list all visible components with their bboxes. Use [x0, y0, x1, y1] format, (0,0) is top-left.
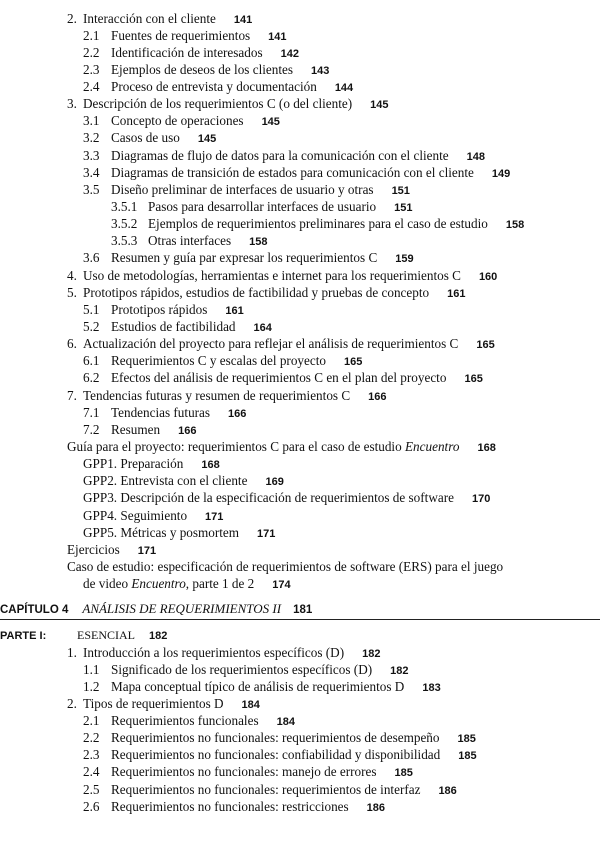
toc-entry [0, 455, 600, 472]
entry-text: de video [83, 576, 132, 592]
entry-page-number: 161 [225, 304, 244, 317]
entry-text: Diagramas de transición de estados para comunicación con el cliente [111, 164, 474, 180]
entry-page-number: 171 [205, 510, 224, 523]
toc-entry [0, 661, 600, 678]
toc-entry [0, 507, 600, 524]
entry-number: 2. [67, 695, 77, 711]
toc-entry [0, 27, 600, 44]
entry-page-number: 166 [228, 407, 247, 420]
entry-text: Concepto de operaciones [111, 113, 244, 129]
part-heading [0, 628, 600, 645]
entry-page-number: 145 [370, 99, 389, 112]
toc-entry [0, 695, 600, 712]
entry-text: Resumen [111, 421, 161, 437]
entry-text: Requerimientos C y escalas del proyecto [111, 353, 326, 369]
entry-number: 3.2 [83, 130, 100, 146]
entry-text: Requerimientos no funcionales: confiabilidad y disponibilidad [111, 747, 441, 763]
entry-text: Actualización del proyecto para reflejar el análisis de requerimientos C [83, 336, 459, 352]
entry-number: 3.5.2 [111, 216, 138, 232]
entry-page-number: 160 [478, 270, 498, 283]
entry-text: Requerimientos no funcionales: requerimientos de interfaz [111, 781, 421, 797]
entry-page-number: 170 [471, 493, 491, 506]
toc-section-chapter-3 [0, 10, 600, 593]
entry-page-number: 166 [368, 390, 387, 403]
entry-page-number: 165 [464, 373, 483, 386]
entry-number: 2.1 [83, 27, 100, 43]
entry-text: GPP2. Entrevista con el cliente [83, 473, 248, 489]
entry-number: 5.1 [83, 301, 100, 317]
entry-text: Identificación de interesados [111, 44, 263, 60]
entry-text: Ejemplos de deseos de los clientes [111, 61, 294, 77]
entry-number: 2.4 [83, 79, 100, 95]
toc-entry [0, 729, 600, 746]
entry-text: Uso de metodologías, herramientas e internet para los requerimientos C [83, 267, 461, 283]
entry-text: Prototipos rápidos [111, 301, 208, 317]
entry-text: GPP3. Descripción de la especificación de requerimientos de software [83, 490, 454, 506]
entry-text: Ejercicios [67, 541, 120, 557]
entry-title [83, 575, 291, 594]
entry-number: 3.6 [83, 250, 100, 266]
entry-number: 6.1 [83, 353, 100, 369]
entry-page-number: 165 [343, 356, 363, 369]
entry-text: GPP4. Seguimiento [83, 507, 188, 523]
toc-entry [0, 781, 600, 798]
entry-number: 1.2 [83, 678, 100, 694]
entry-text: Introducción a los requerimientos específicos (D) [83, 644, 345, 660]
entry-number: 7.2 [83, 421, 100, 437]
entry-page-number: 161 [447, 287, 466, 300]
entry-page-number: 185 [457, 733, 476, 746]
entry-page-number: 168 [477, 442, 496, 455]
entry-italic-text: Encuentro [131, 576, 186, 592]
toc-entry [0, 61, 600, 78]
toc-entry [0, 438, 600, 455]
entry-page-number: 148 [466, 150, 485, 163]
toc-entry [0, 746, 600, 763]
entry-page-number: 142 [280, 47, 299, 60]
toc-entry [0, 301, 600, 318]
toc-entry [0, 472, 600, 489]
entry-page-number: 158 [505, 219, 525, 232]
toc-entry [0, 489, 600, 506]
entry-page-number: 168 [201, 459, 220, 472]
toc-entry [0, 267, 600, 284]
entry-text: Guía para el proyecto: requerimientos C para el caso de estudio [67, 439, 405, 455]
toc-entry [0, 524, 600, 541]
entry-page-number: 184 [241, 698, 260, 711]
entry-number: 5.2 [83, 319, 100, 335]
entry-text: Requerimientos no funcionales: manejo de errores [111, 764, 377, 780]
entry-page-number: 151 [394, 202, 413, 215]
entry-text: Prototipos rápidos, estudios de factibilidad y pruebas de concepto [83, 284, 430, 300]
entry-text: Tipos de requerimientos D [83, 695, 224, 711]
toc-entry [0, 318, 600, 335]
entry-page-number: 145 [197, 133, 217, 146]
entry-number: 3.1 [83, 113, 100, 129]
entry-text: Requerimientos no funcionales: requerimientos de desempeño [111, 730, 440, 746]
entry-page-number: 144 [334, 82, 354, 95]
entry-number: 2.3 [83, 61, 100, 77]
toc-entry [0, 164, 600, 181]
entry-text: GPP1. Preparación [83, 456, 184, 472]
chapter-page-number: 181 [293, 604, 313, 616]
toc-entry [0, 10, 600, 27]
entry-text: Requerimientos no funcionales: restricciones [111, 798, 349, 814]
toc-entry [0, 369, 600, 386]
entry-number: 2.2 [83, 44, 100, 60]
entry-text: Caso de estudio: especificación de requerimientos de software (ERS) para el juego [67, 559, 504, 574]
entry-page-number: 182 [362, 647, 381, 660]
toc-entry [0, 763, 600, 780]
toc-entry [0, 78, 600, 95]
entry-page-number: 158 [249, 236, 268, 249]
entry-title [67, 558, 503, 575]
entry-page-number: 182 [390, 664, 409, 677]
entry-page-number: 159 [395, 253, 414, 266]
toc-entry [0, 335, 600, 352]
toc-entry [0, 249, 600, 266]
entry-text: Ejemplos de requerimientos preliminares para el caso de estudio [148, 216, 488, 232]
entry-page-number: 169 [265, 476, 284, 489]
entry-number: 3. [67, 96, 77, 112]
toc-entry [0, 284, 600, 301]
entry-page-number: 151 [391, 184, 410, 197]
toc-entry [0, 44, 600, 61]
toc-entry [0, 644, 600, 661]
entry-number: 3.3 [83, 147, 100, 163]
entry-number: 1.1 [83, 661, 100, 677]
entry-number: 7. [67, 387, 77, 403]
entry-text: Fuentes de requerimientos [111, 27, 251, 43]
entry-text: Estudios de factibilidad [111, 319, 236, 335]
toc-entry [0, 147, 600, 164]
toc-entry [0, 112, 600, 129]
toc-entry [0, 678, 600, 695]
entry-text: Requerimientos funcionales [111, 713, 259, 729]
entry-text: Mapa conceptual típico de análisis de requerimientos D [111, 678, 405, 694]
toc-section-chapter-4 [0, 644, 600, 815]
entry-title [111, 798, 385, 817]
entry-text-continued: , parte 1 de 2 [185, 576, 255, 592]
toc-entry [0, 232, 600, 249]
entry-text: Diagramas de flujo de datos para la comunicación con el cliente [111, 147, 449, 163]
entry-text: GPP5. Métricas y posmortem [83, 524, 240, 540]
entry-text: Diseño preliminar de interfaces de usuario y otras [111, 181, 374, 197]
entry-text: Descripción de los requerimientos C (o del cliente) [83, 96, 353, 112]
entry-number: 2.2 [83, 730, 100, 746]
entry-page-number: 164 [253, 322, 272, 335]
entry-page-number: 185 [394, 767, 413, 780]
entry-number: 6. [67, 336, 77, 352]
entry-page-number: 149 [491, 167, 511, 180]
entry-text: Resumen y guía par expresar los requerimientos C [111, 250, 378, 266]
entry-number: 6.2 [83, 370, 100, 386]
entry-number: 3.5 [83, 181, 100, 197]
entry-page-number: 171 [137, 544, 157, 557]
entry-italic-text: Encuentro [405, 439, 460, 455]
entry-number: 5. [67, 284, 77, 300]
toc-entry [0, 541, 600, 558]
entry-number: 2.6 [83, 798, 100, 814]
entry-text: Efectos del análisis de requerimientos C en el plan del proyecto [111, 370, 447, 386]
entry-number: 3.5.1 [111, 199, 138, 215]
toc-entry [0, 404, 600, 421]
chapter-title: ANÁLISIS DE REQUERIMIENTOS II [82, 601, 282, 616]
entry-text: Otras interfaces [148, 233, 232, 249]
toc-entry [0, 95, 600, 112]
entry-number: 2.4 [83, 764, 100, 780]
toc-entry [0, 198, 600, 215]
entry-number: 7.1 [83, 404, 100, 420]
entry-number: 4. [67, 267, 77, 283]
toc-entry [0, 181, 600, 198]
entry-number: 1. [67, 644, 77, 660]
entry-page-number: 186 [366, 801, 386, 814]
entry-number: 2. [67, 10, 77, 26]
entry-text: Pasos para desarrollar interfaces de usuario [148, 199, 377, 215]
entry-page-number: 185 [458, 750, 477, 763]
entry-text: Tendencias futuras y resumen de requerimientos C [83, 387, 351, 403]
toc-entry [0, 352, 600, 369]
entry-number: 3.5.3 [111, 233, 138, 249]
entry-number: 2.1 [83, 713, 100, 729]
entry-number: 2.3 [83, 747, 100, 763]
toc-entry [0, 387, 600, 404]
toc-entry [0, 215, 600, 232]
entry-page-number: 183 [422, 681, 441, 694]
entry-page-number: 145 [261, 116, 280, 129]
entry-text: Interacción con el cliente [83, 10, 216, 26]
entry-page-number: 184 [276, 716, 295, 729]
chapter-label: CAPÍTULO 4 [0, 604, 69, 616]
part-title: ESENCIAL [77, 628, 135, 642]
part-label: PARTE I: [0, 630, 47, 642]
entry-text: Tendencias futuras [111, 404, 211, 420]
entry-number: 2.5 [83, 781, 100, 797]
toc-entry [0, 798, 600, 815]
entry-text: Casos de uso [111, 130, 180, 146]
entry-page-number: 166 [178, 424, 197, 437]
entry-text: Proceso de entrevista y documentación [111, 79, 317, 95]
entry-page-number: 165 [476, 339, 495, 352]
chapter-heading [0, 601, 600, 620]
toc-entry [0, 558, 600, 575]
entry-page-number: 141 [268, 30, 287, 43]
part-page-number: 182 [149, 630, 168, 642]
toc-entry [0, 712, 600, 729]
entry-page-number: 143 [311, 64, 330, 77]
entry-page-number: 171 [257, 527, 276, 540]
toc-entry [0, 129, 600, 146]
entry-number: 3.4 [83, 164, 100, 180]
toc-entry [0, 575, 600, 592]
toc-entry [0, 421, 600, 438]
entry-page-number: 186 [438, 784, 457, 797]
entry-page-number: 141 [233, 13, 253, 26]
entry-text: Significado de los requerimientos específicos (D) [111, 661, 373, 677]
entry-page-number: 174 [272, 579, 291, 592]
